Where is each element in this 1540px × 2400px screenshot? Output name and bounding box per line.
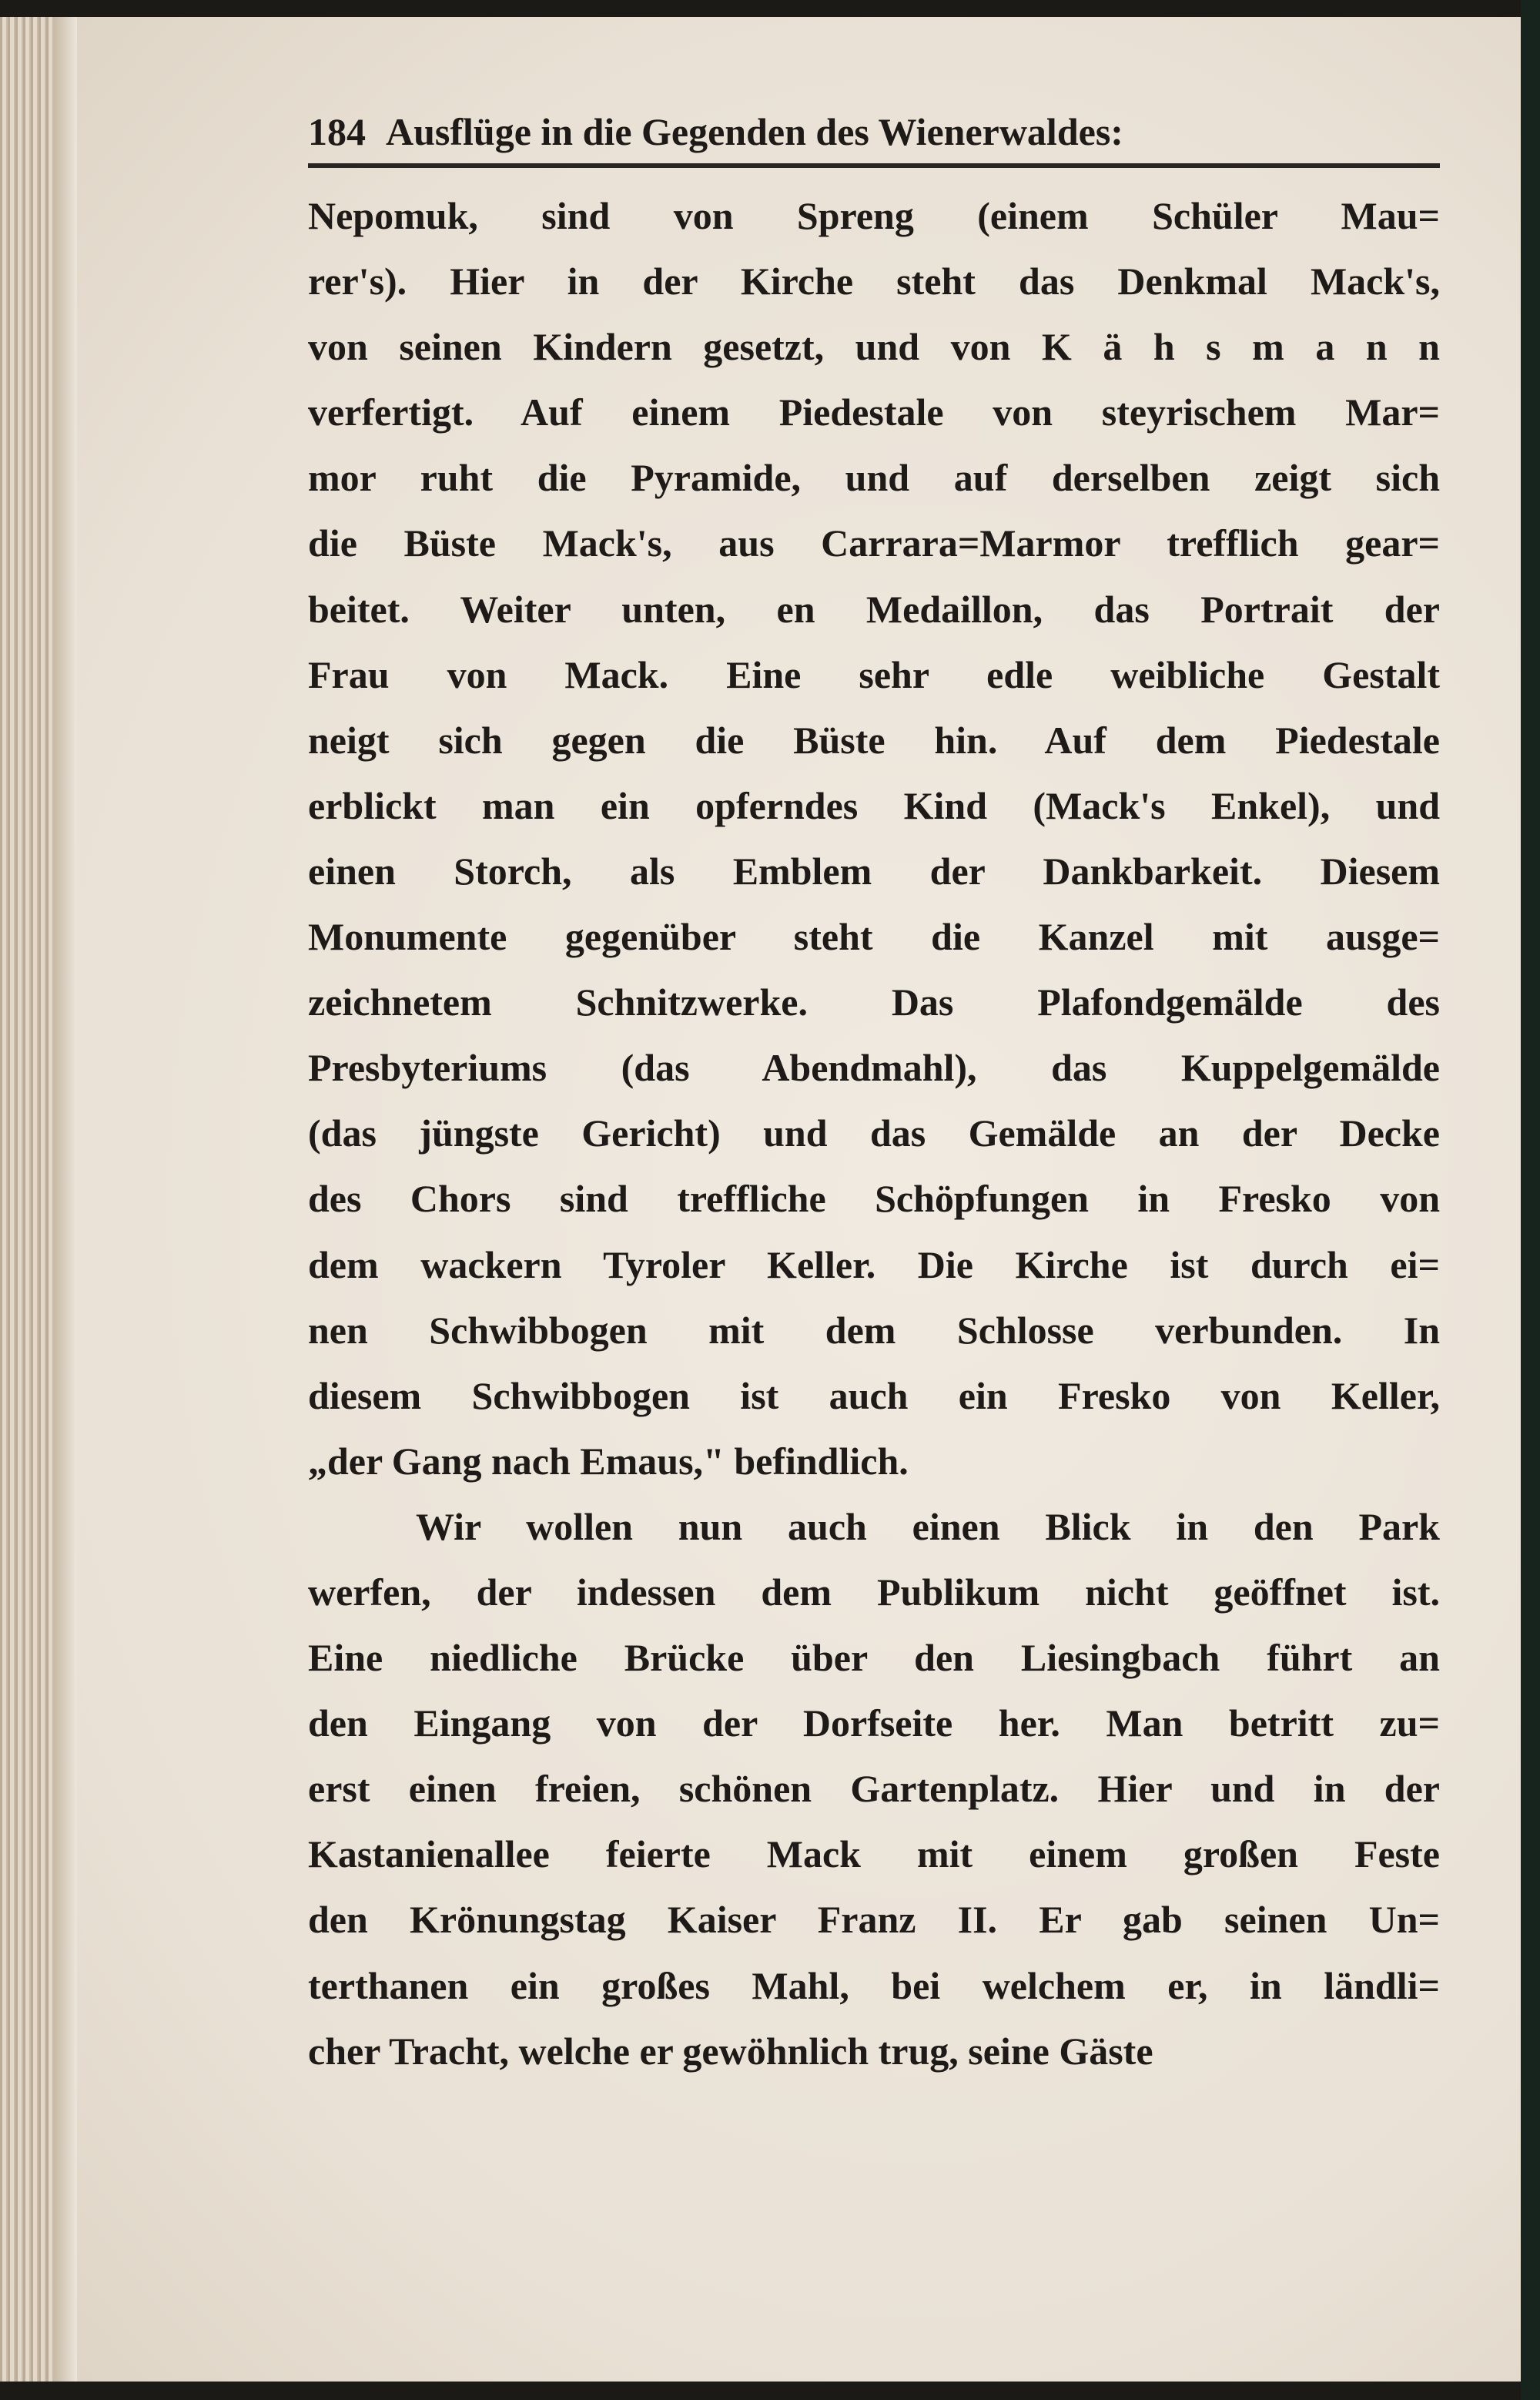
text-line: den Krönungstag Kaiser Franz II. Er gab seinen Un= xyxy=(308,1898,1440,1942)
running-header xyxy=(308,108,1440,154)
text-line: die Büste Mack's, aus Carrara=Marmor trefflich gear= xyxy=(308,521,1440,565)
text-line: von seinen Kindern gesetzt, und von K ä h s m a n n xyxy=(308,325,1440,369)
text-line: Monumente gegenüber steht die Kanzel mit ausge= xyxy=(308,915,1440,959)
text-line: werfen, der indessen dem Publikum nicht geöffnet ist. xyxy=(308,1570,1440,1614)
text-line: nen Schwibbogen mit dem Schlosse verbunden. In xyxy=(308,1308,1440,1352)
text-line: neigt sich gegen die Büste hin. Auf dem Piedestale xyxy=(308,718,1440,762)
text-line: verfertigt. Auf einem Piedestale von steyrischem Mar= xyxy=(308,391,1440,434)
text-line: Nepomuk, sind von Spreng (einem Schüler Mau= xyxy=(308,194,1440,237)
header-rule xyxy=(308,163,1440,168)
text-line: diesem Schwibbogen ist auch ein Fresko von Keller, xyxy=(308,1373,1440,1417)
text-line: rer's). Hier in der Kirche steht das Denkmal Mack's, xyxy=(308,260,1440,303)
body-text xyxy=(308,183,1440,2084)
text-line: den Eingang von der Dorfseite her. Man betritt zu= xyxy=(308,1701,1440,1745)
text-line: (das jüngste Gericht) und das Gemälde an der Decke xyxy=(308,1111,1440,1155)
text-line: Presbyteriums (das Abendmahl), das Kuppelgemälde xyxy=(308,1046,1440,1090)
page-stack-edges xyxy=(0,17,54,2382)
text-line: Frau von Mack. Eine sehr edle weibliche Gestalt xyxy=(308,652,1440,696)
text-line: mor ruht die Pyramide, und auf derselben zeigt sich xyxy=(308,456,1440,500)
text-line: terthanen ein großes Mahl, bei welchem er, in ländli= xyxy=(308,1963,1440,2007)
text-line: Kastanienallee feierte Mack mit einem großen Feste xyxy=(308,1832,1440,1876)
text-line: beitet. Weiter unten, en Medaillon, das Portrait der xyxy=(308,587,1440,631)
running-title: Ausflüge in die Gegenden des Wienerwaldes: xyxy=(386,110,1123,153)
text-line: des Chors sind treffliche Schöpfungen in Fresko von xyxy=(308,1177,1440,1221)
text-line: Eine niedliche Brücke über den Liesingbach führt an xyxy=(308,1636,1440,1680)
text-line: cher Tracht, welche er gewöhnlich trug, seine Gäste xyxy=(308,2029,1153,2073)
text-line: „der Gang nach Emaus," befindlich. xyxy=(308,1439,909,1483)
text-line: dem wackern Tyroler Keller. Die Kirche ist durch ei= xyxy=(308,1242,1440,1286)
text-line: Wir wollen nun auch einen Blick in den Park xyxy=(416,1504,1440,1548)
page-number: 184 xyxy=(308,110,366,153)
text-line: zeichnetem Schnitzwerke. Das Plafondgemälde des xyxy=(308,980,1440,1024)
text-line: erblickt man ein opferndes Kind (Mack's Enkel), und xyxy=(308,783,1440,827)
page-gutter xyxy=(54,17,77,2382)
text-line: erst einen freien, schönen Gartenplatz. Hier und in der xyxy=(308,1767,1440,1811)
book-cover-edge xyxy=(1521,0,1540,2400)
text-line: einen Storch, als Emblem der Dankbarkeit. Diesem xyxy=(308,849,1440,893)
